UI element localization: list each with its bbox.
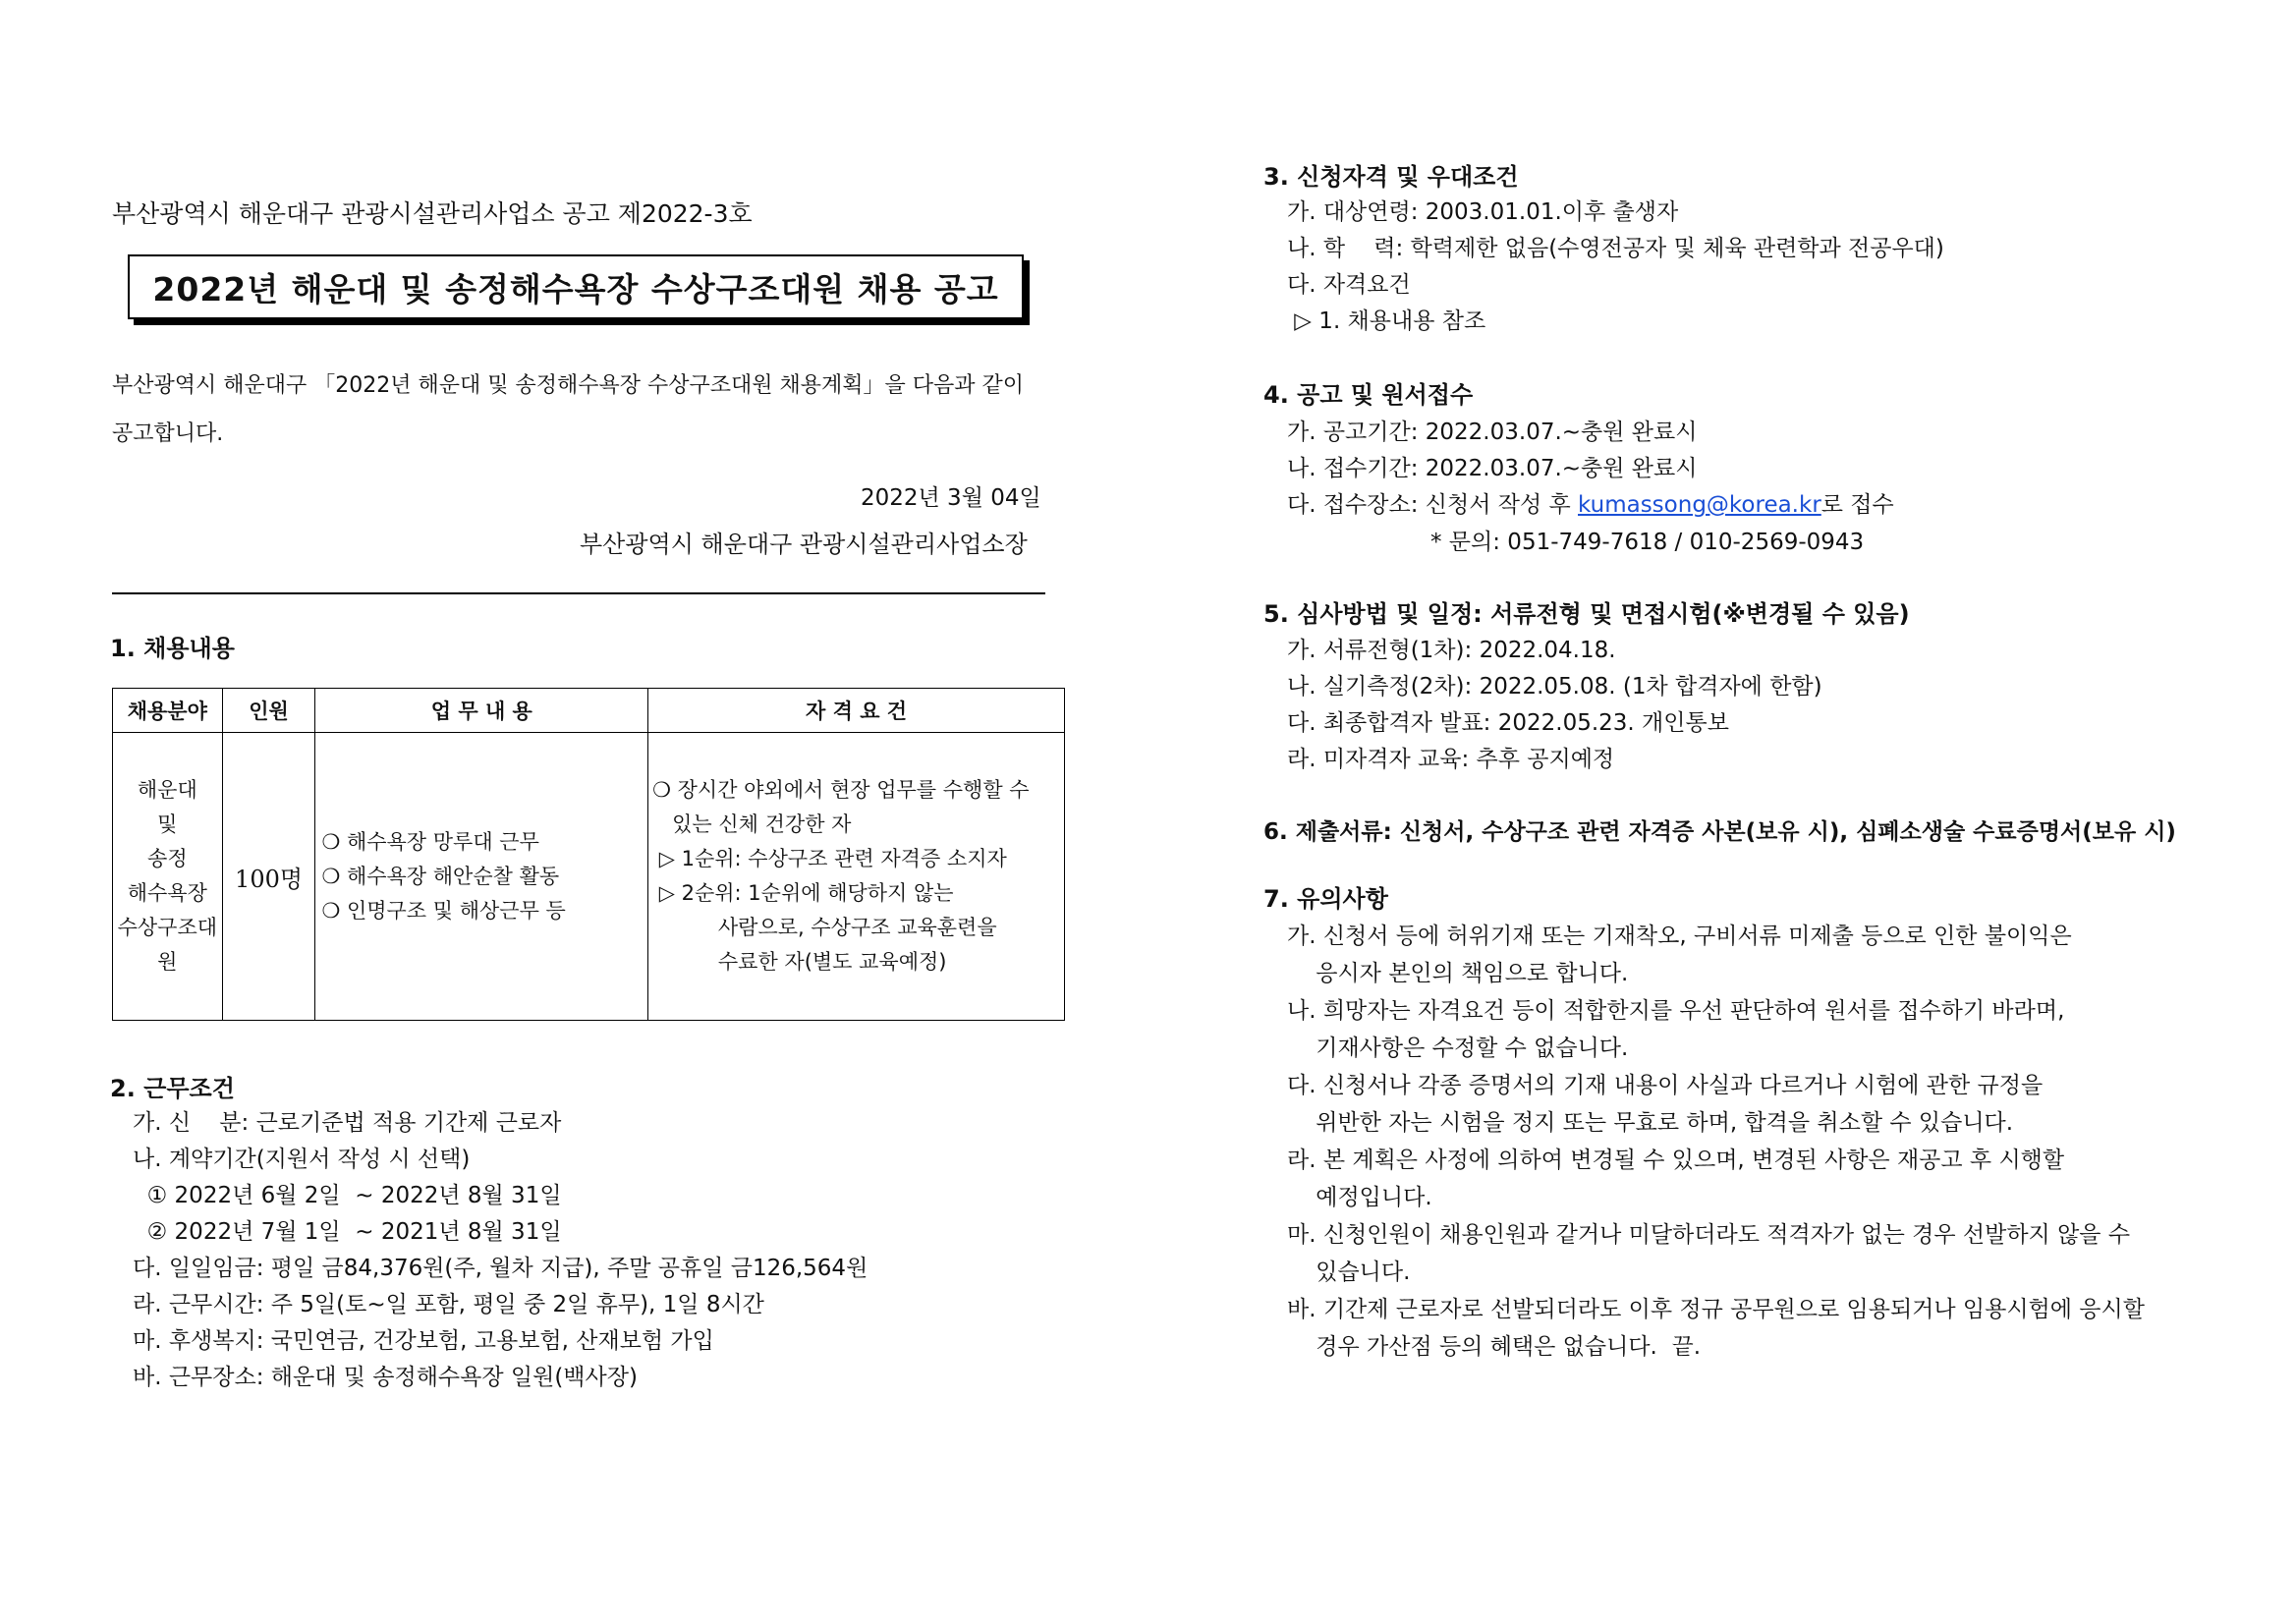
place-prefix: 다. 접수장소: 신청서 작성 후 <box>1287 492 1579 518</box>
section1-heading: 1. 채용내용 <box>110 635 235 662</box>
section3-line: 가. 대상연령: 2003.01.01.이후 출생자 <box>1287 199 1679 225</box>
cell-duties <box>315 733 648 1021</box>
section5-line: 다. 최종합격자 발표: 2022.05.23. 개인통보 <box>1287 710 1729 736</box>
requirement-line: ▷ 2순위: 1순위에 해당하지 않는 <box>652 881 954 905</box>
section7-line: 가. 신청서 등에 허위기재 또는 기재착오, 구비서류 미제출 등으로 인한 불이익은 <box>1287 924 2072 949</box>
section2-line: 다. 일일임금: 평일 금84,376원(주, 월차 지급), 주말 공휴일 금126,564원 <box>133 1256 868 1281</box>
section2-line: 가. 신 분: 근로기준법 적용 기간제 근로자 <box>133 1110 562 1136</box>
section4-line: 나. 접수기간: 2022.03.07.~충원 완료시 <box>1287 456 1698 481</box>
section5-line: 가. 서류전형(1차): 2022.04.18. <box>1287 638 1616 663</box>
notice-date: 2022년 3월 04일 <box>861 485 1041 511</box>
table-row <box>113 733 1065 1021</box>
duty-item: ❍ 해수욕장 해안순찰 활동 <box>321 864 560 888</box>
section4-heading: 4. 공고 및 원서접수 <box>1263 381 1474 409</box>
section7-line: 바. 기간제 근로자로 선발되더라도 이후 정규 공무원으로 임용되거나 임용시험에 응시할 <box>1287 1297 2145 1322</box>
field-line: 송정 <box>147 847 188 870</box>
section7-line: 기재사항은 수정할 수 없습니다. <box>1287 1036 1629 1061</box>
intro-line-1: 부산광역시 해운대구 「2022년 해운대 및 송정해수욕장 수상구조대원 채용계획」을 다음과 같이 <box>112 373 1025 398</box>
section5-line: 라. 미자격자 교육: 추후 공지예정 <box>1287 747 1615 772</box>
section7-line: 라. 본 계획은 사정에 의하여 변경될 수 있으며, 변경된 사항은 재공고 후 시행할 <box>1287 1148 2065 1173</box>
header-duties: 업 무 내 용 <box>315 689 648 733</box>
section7-line: 응시자 본인의 책임으로 합니다. <box>1287 961 1629 986</box>
section7-line: 있습니다. <box>1287 1260 1411 1285</box>
section3-line: ▷ 1. 채용내용 참조 <box>1287 308 1486 334</box>
contact-line: * 문의: 051-749-7618 / 010-2569-0943 <box>1430 530 1865 555</box>
field-line: 수상구조대 <box>117 916 218 939</box>
field-line: 해운대 <box>137 778 197 802</box>
intro-line-2: 공고합니다. <box>112 421 224 446</box>
document-title: 2022년 해운대 및 송정해수욕장 수상구조대원 채용 공고 <box>128 254 1024 319</box>
section2-line: 라. 근무시간: 주 5일(토~일 포함, 평일 중 2일 휴무), 1일 8시간 <box>133 1292 764 1317</box>
section3-heading: 3. 신청자격 및 우대조건 <box>1263 163 1519 191</box>
section7-heading: 7. 유의사항 <box>1263 885 1388 913</box>
requirement-line: 수료한 자(별도 교육예정) <box>652 950 947 974</box>
requirement-line: 있는 신체 건강한 자 <box>652 812 852 836</box>
section7-line: 나. 희망자는 자격요건 등이 적합한지를 우선 판단하여 원서를 접수하기 바라며, <box>1287 998 2065 1024</box>
section2-line: 마. 후생복지: 국민연금, 건강보험, 고용보험, 산재보험 가입 <box>133 1328 714 1354</box>
section3-line: 나. 학 력: 학력제한 없음(수영전공자 및 체육 관련학과 전공우대) <box>1287 236 1944 261</box>
section2-line: 바. 근무장소: 해운대 및 송정해수욕장 일원(백사장) <box>133 1365 638 1390</box>
section2-line: 나. 계약기간(지원서 작성 시 선택) <box>133 1147 471 1172</box>
place-suffix: 로 접수 <box>1820 492 1894 518</box>
section4-place-line <box>1287 490 1894 520</box>
requirement-line: 사람으로, 수상구조 교육훈련을 <box>652 916 997 939</box>
duty-item: ❍ 인명구조 및 해상근무 등 <box>321 898 566 923</box>
section5-line: 나. 실기측정(2차): 2022.05.08. (1차 합격자에 한함) <box>1287 674 1822 700</box>
section7-line: 위반한 자는 시험을 정지 또는 무효로 하며, 합격을 취소할 수 있습니다. <box>1287 1110 2014 1136</box>
cell-field <box>113 733 223 1021</box>
table-header-row <box>113 689 1065 733</box>
header-requirements: 자 격 요 건 <box>648 689 1065 733</box>
email-link[interactable]: kumassong@korea.kr <box>1578 492 1821 518</box>
section7-line: 예정입니다. <box>1287 1185 1432 1210</box>
duty-item: ❍ 해수욕장 망루대 근무 <box>321 829 539 854</box>
field-line: 및 <box>157 812 178 836</box>
section2-heading: 2. 근무조건 <box>110 1075 235 1102</box>
section4-line: 가. 공고기간: 2022.03.07.~충원 완료시 <box>1287 420 1698 445</box>
divider <box>112 592 1045 594</box>
section7-line: 마. 신청인원이 채용인원과 같거나 미달하더라도 적격자가 없는 경우 선발하지 않을 수 <box>1287 1222 2131 1248</box>
requirement-line: ▷ 1순위: 수상구조 관련 자격증 소지자 <box>652 847 1007 870</box>
section2-line: ① 2022년 6월 2일 ~ 2022년 8월 31일 <box>133 1183 562 1208</box>
issuer: 부산광역시 해운대구 관광시설관리사업소장 <box>580 531 1028 558</box>
header-field: 채용분야 <box>113 689 223 733</box>
requirement-line: ❍ 장시간 야외에서 현장 업무를 수행할 수 <box>652 778 1030 802</box>
section7-line: 경우 가산점 등의 혜택은 없습니다. 끝. <box>1287 1334 1702 1360</box>
section5-heading: 5. 심사방법 및 일정: 서류전형 및 면접시험(※변경될 수 있음) <box>1263 600 1910 628</box>
field-line: 해수욕장 <box>127 881 207 905</box>
section7-line: 다. 신청서나 각종 증명서의 기재 내용이 사실과 다르거나 시험에 관한 규정을 <box>1287 1073 2044 1098</box>
section3-line: 다. 자격요건 <box>1287 272 1411 298</box>
section2-line: ② 2022년 7월 1일 ~ 2021년 8월 31일 <box>133 1219 562 1245</box>
section6-heading: 6. 제출서류: 신청서, 수상구조 관련 자격증 사본(보유 시), 심폐소생술 수료증명서(보유 시) <box>1263 819 2176 845</box>
header-count: 인원 <box>222 689 315 733</box>
recruitment-table <box>112 688 1065 1021</box>
cell-count: 100명 <box>222 733 315 1021</box>
notice-number: 부산광역시 해운대구 관광시설관리사업소 공고 제2022-3호 <box>112 199 753 228</box>
cell-requirements <box>648 733 1065 1021</box>
field-line: 원 <box>157 950 178 974</box>
